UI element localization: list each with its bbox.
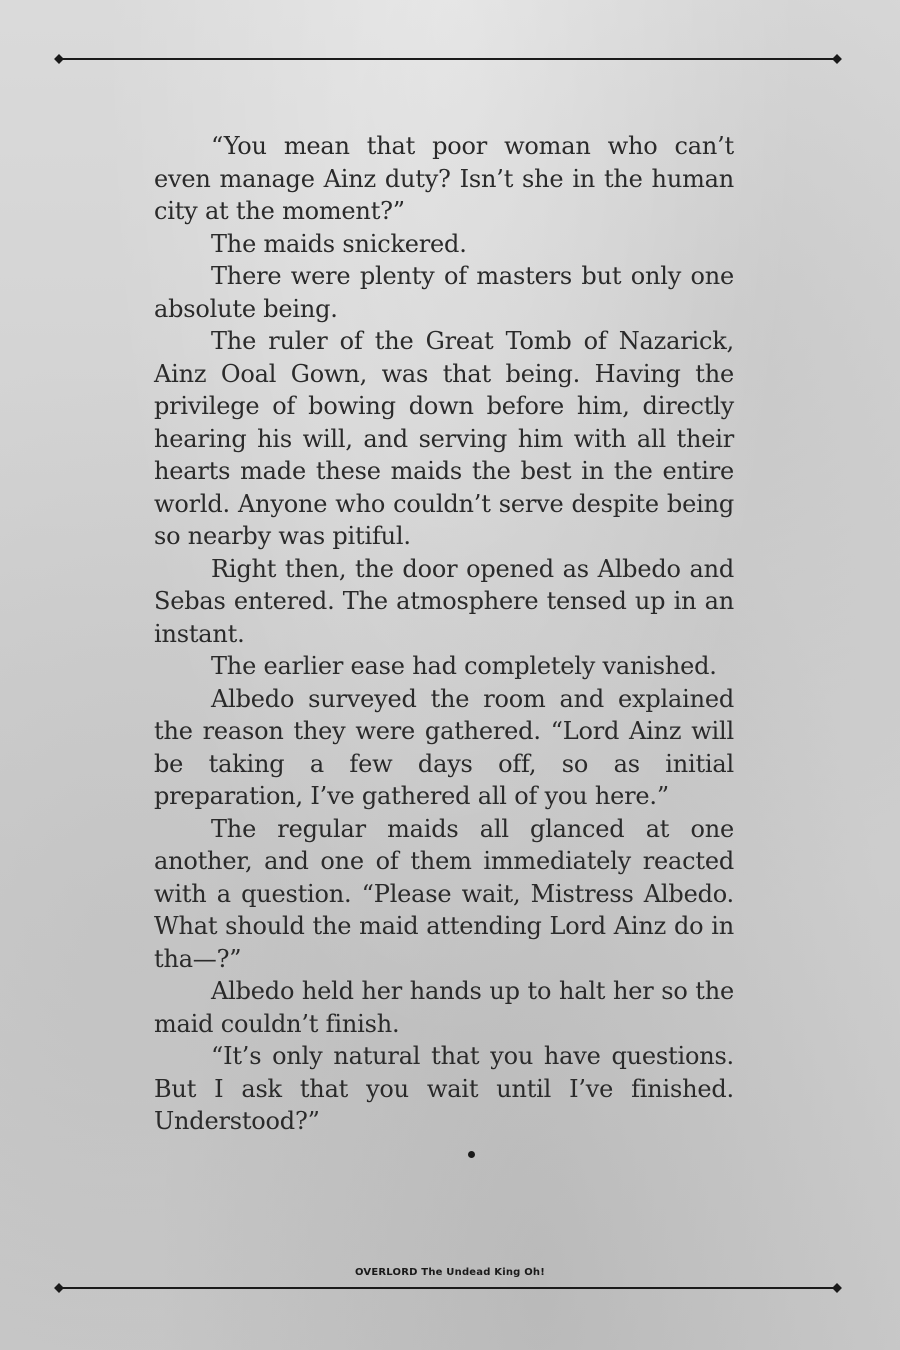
paragraph: “You mean that poor woman who can’t even manage Ainz duty? Isn’t she in the human city at the moment?” <box>154 132 734 225</box>
divider-diamond-left <box>54 1283 64 1293</box>
section-break-dot <box>468 1151 475 1158</box>
paragraph: Right then, the door opened as Albedo and Sebas entered. The atmosphere tensed up in an instant. <box>154 554 734 648</box>
paragraph: The ruler of the Great Tomb of Nazarick, Ainz Ooal Gown, was that being. Having the privilege of bowing down before him, directly hearing his will, and serving him with all their hearts made these maids the best in the entire world. Anyone who couldn’t serve despite being so nearby was pitiful. <box>154 327 734 550</box>
paragraph: The earlier ease had completely vanished. <box>211 652 717 680</box>
paragraph: The regular maids all glanced at one another, and one of them immediately reacted with a question. “Please wait, Mistress Albedo. What should the maid attending Lord Ainz do in tha—?” <box>154 814 734 973</box>
paragraph: The maids snickered. <box>211 229 467 258</box>
paragraph: “It’s only natural that you have questions. But I ask that you wait until I’ve finished. Understood?” <box>154 1042 734 1135</box>
running-footer-title: OVERLORD The Undead King Oh! <box>355 1267 545 1278</box>
page-body-text <box>154 130 734 1138</box>
divider-line <box>62 58 834 60</box>
paragraph: There were plenty of masters but only one absolute being. <box>154 262 734 323</box>
top-divider <box>56 53 840 65</box>
divider-diamond-left <box>54 54 64 64</box>
divider-line <box>62 1287 834 1289</box>
paragraph: Albedo held her hands up to halt her so the maid couldn’t finish. <box>154 977 734 1038</box>
paragraph: Albedo surveyed the room and explained the reason they were gathered. “Lord Ainz will be taking a few days off, so as initial preparation, I’ve gathered all of you here.” <box>154 684 734 810</box>
bottom-divider <box>56 1282 840 1294</box>
divider-diamond-right <box>832 1283 842 1293</box>
divider-diamond-right <box>832 54 842 64</box>
